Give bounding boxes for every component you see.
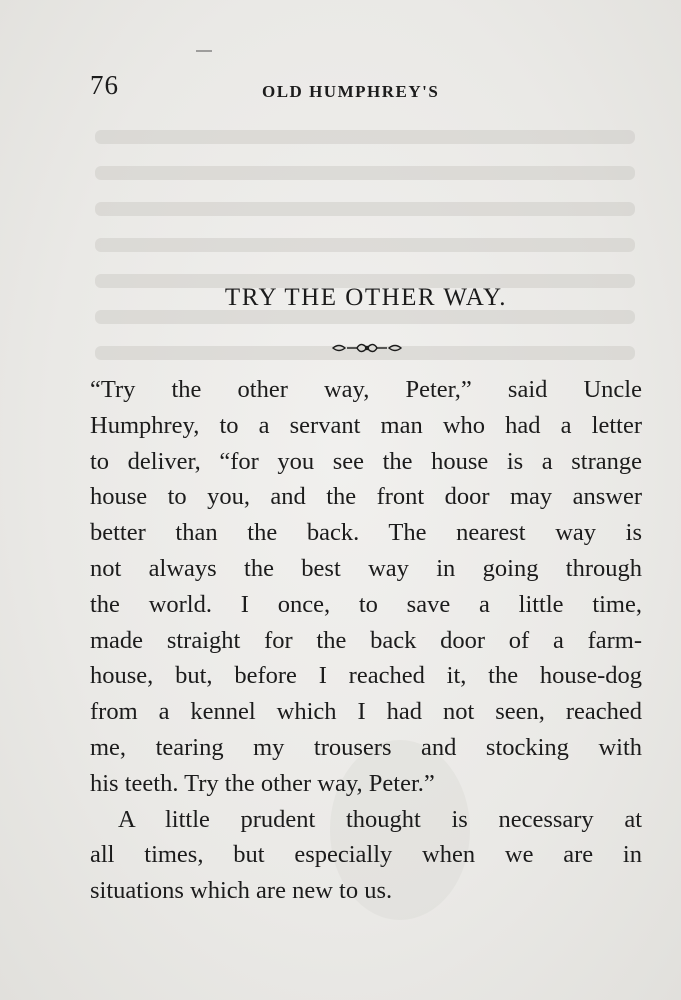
text-line: “Try the other way, Peter,” said Uncle bbox=[90, 376, 642, 403]
text-line: Humphrey, to a servant man who had a letter bbox=[90, 411, 642, 439]
printers-ornament-icon bbox=[331, 339, 403, 357]
body-text bbox=[90, 372, 642, 909]
paragraph-1 bbox=[90, 372, 642, 802]
paragraph-2 bbox=[90, 802, 642, 909]
text-line: to deliver, “for you see the house is a strange bbox=[90, 447, 642, 475]
text-line: house to you, and the front door may answer bbox=[90, 483, 642, 511]
text-line: situations which are new to us. bbox=[90, 877, 393, 905]
text-line: not always the best way in going through bbox=[90, 554, 642, 582]
chapter-title: TRY THE OTHER WAY. bbox=[224, 284, 508, 311]
text-line: the world. I once, to save a little time, bbox=[90, 590, 642, 618]
text-line: all times, but especially when we are in bbox=[90, 841, 642, 869]
text-line: A little prudent thought is necessary at bbox=[118, 805, 642, 833]
text-line: better than the back. The nearest way is bbox=[90, 519, 642, 547]
text-line: me, tearing my trousers and stocking with bbox=[90, 733, 642, 761]
page-number: 76 bbox=[90, 70, 119, 100]
page-edge-mark bbox=[196, 50, 212, 52]
running-head: OLD HUMPHREY'S bbox=[262, 82, 440, 101]
text-line: his teeth. Try the other way, Peter.” bbox=[90, 769, 435, 797]
text-line: house, but, before I reached it, the house-dog bbox=[90, 662, 642, 690]
text-line: made straight for the back door of a farm- bbox=[90, 626, 642, 654]
text-line: from a kennel which I had not seen, reached bbox=[90, 698, 642, 726]
